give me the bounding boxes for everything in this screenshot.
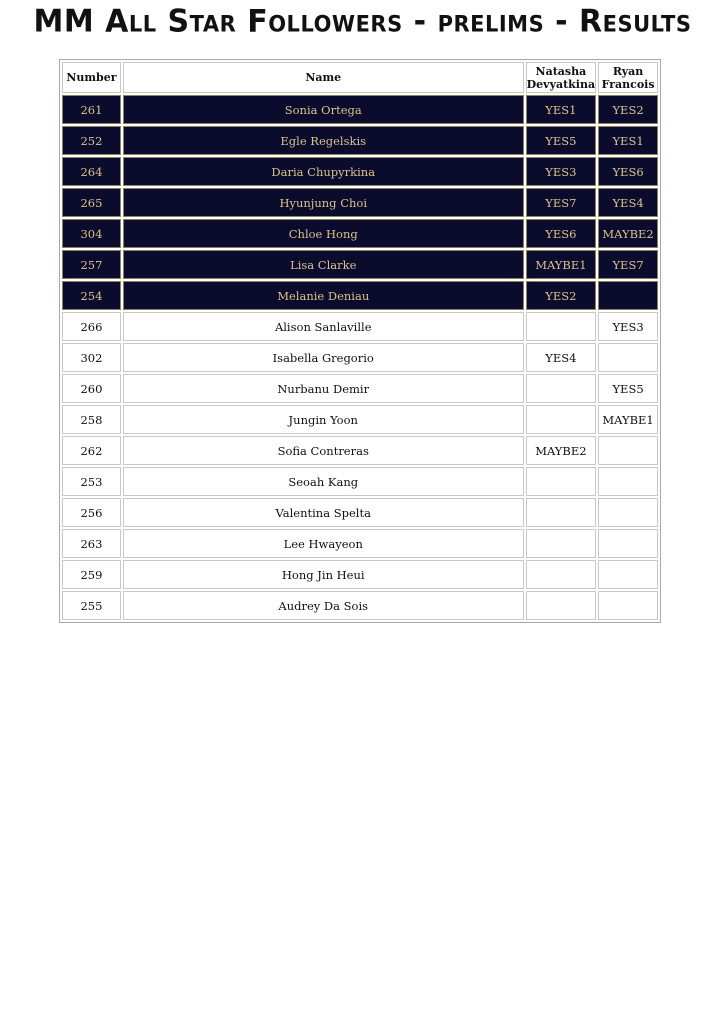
table-row [62,126,658,155]
cell-judge-natasha [526,374,596,403]
cell-judge-ryan [598,343,658,372]
cell-name: Jungin Yoon [123,405,524,434]
cell-name: Alison Sanlaville [123,312,524,341]
cell-number: 257 [62,250,121,279]
cell-name: Sonia Ortega [123,95,524,124]
cell-judge-natasha [526,467,596,496]
cell-judge-natasha: YES3 [526,157,596,186]
results-body [62,95,658,620]
header-judge1-first: Natasha [535,64,587,78]
cell-judge-natasha [526,405,596,434]
cell-judge-natasha: YES5 [526,126,596,155]
cell-judge-ryan: YES2 [598,95,658,124]
header-judge1-last: Devyatkina [526,77,596,91]
table-row [62,157,658,186]
table-row [62,436,658,465]
header-judge2-last: Francois [601,77,655,91]
cell-judge-natasha: YES6 [526,219,596,248]
cell-judge-natasha: YES7 [526,188,596,217]
cell-name: Sofia Contreras [123,436,524,465]
cell-name: Daria Chupyrkina [123,157,524,186]
cell-judge-ryan: MAYBE1 [598,405,658,434]
cell-judge-ryan [598,498,658,527]
cell-judge-natasha: YES2 [526,281,596,310]
cell-judge-natasha [526,560,596,589]
cell-judge-natasha [526,529,596,558]
cell-number: 266 [62,312,121,341]
cell-number: 263 [62,529,121,558]
cell-judge-ryan: YES3 [598,312,658,341]
cell-judge-natasha [526,498,596,527]
cell-name: Audrey Da Sois [123,591,524,620]
table-row [62,188,658,217]
cell-judge-ryan [598,560,658,589]
table-row [62,343,658,372]
table-row [62,405,658,434]
table-row [62,529,658,558]
table-row [62,498,658,527]
cell-judge-ryan [598,436,658,465]
cell-number: 304 [62,219,121,248]
cell-judge-ryan: YES5 [598,374,658,403]
cell-number: 264 [62,157,121,186]
cell-judge-ryan: YES1 [598,126,658,155]
table-row [62,591,658,620]
cell-judge-natasha: MAYBE1 [526,250,596,279]
cell-judge-ryan [598,529,658,558]
table-row [62,374,658,403]
cell-name: Hyunjung Choi [123,188,524,217]
table-row [62,250,658,279]
cell-number: 302 [62,343,121,372]
table-row [62,281,658,310]
table-row [62,219,658,248]
cell-name: Seoah Kang [123,467,524,496]
cell-name: Lee Hwayeon [123,529,524,558]
cell-judge-natasha: YES1 [526,95,596,124]
cell-number: 255 [62,591,121,620]
cell-judge-ryan: YES6 [598,157,658,186]
header-number: Number [62,62,121,93]
header-judge2-first: Ryan [612,64,644,78]
cell-judge-ryan [598,591,658,620]
table-row [62,312,658,341]
cell-number: 262 [62,436,121,465]
cell-name: Lisa Clarke [123,250,524,279]
cell-name: Egle Regelskis [123,126,524,155]
cell-number: 256 [62,498,121,527]
cell-number: 260 [62,374,121,403]
cell-number: 261 [62,95,121,124]
header-judge-ryan [598,62,658,93]
table-row [62,95,658,124]
cell-name: Melanie Deniau [123,281,524,310]
cell-name: Chloe Hong [123,219,524,248]
cell-number: 254 [62,281,121,310]
cell-judge-ryan [598,281,658,310]
header-row [62,62,658,93]
cell-number: 259 [62,560,121,589]
cell-number: 253 [62,467,121,496]
table-row [62,467,658,496]
cell-judge-ryan: YES4 [598,188,658,217]
cell-judge-ryan [598,467,658,496]
cell-name: Hong Jin Heui [123,560,524,589]
cell-number: 265 [62,188,121,217]
cell-name: Nurbanu Demir [123,374,524,403]
cell-judge-natasha [526,312,596,341]
cell-number: 258 [62,405,121,434]
page-title: MM All Star Followers - prelims - Results [33,3,692,40]
cell-judge-natasha [526,591,596,620]
cell-name: Isabella Gregorio [123,343,524,372]
header-judge-natasha [526,62,596,93]
cell-judge-ryan: MAYBE2 [598,219,658,248]
header-name: Name [123,62,524,93]
cell-judge-ryan: YES7 [598,250,658,279]
cell-number: 252 [62,126,121,155]
cell-name: Valentina Spelta [123,498,524,527]
table-row [62,560,658,589]
cell-judge-natasha: YES4 [526,343,596,372]
results-table [59,59,661,623]
cell-judge-natasha: MAYBE2 [526,436,596,465]
